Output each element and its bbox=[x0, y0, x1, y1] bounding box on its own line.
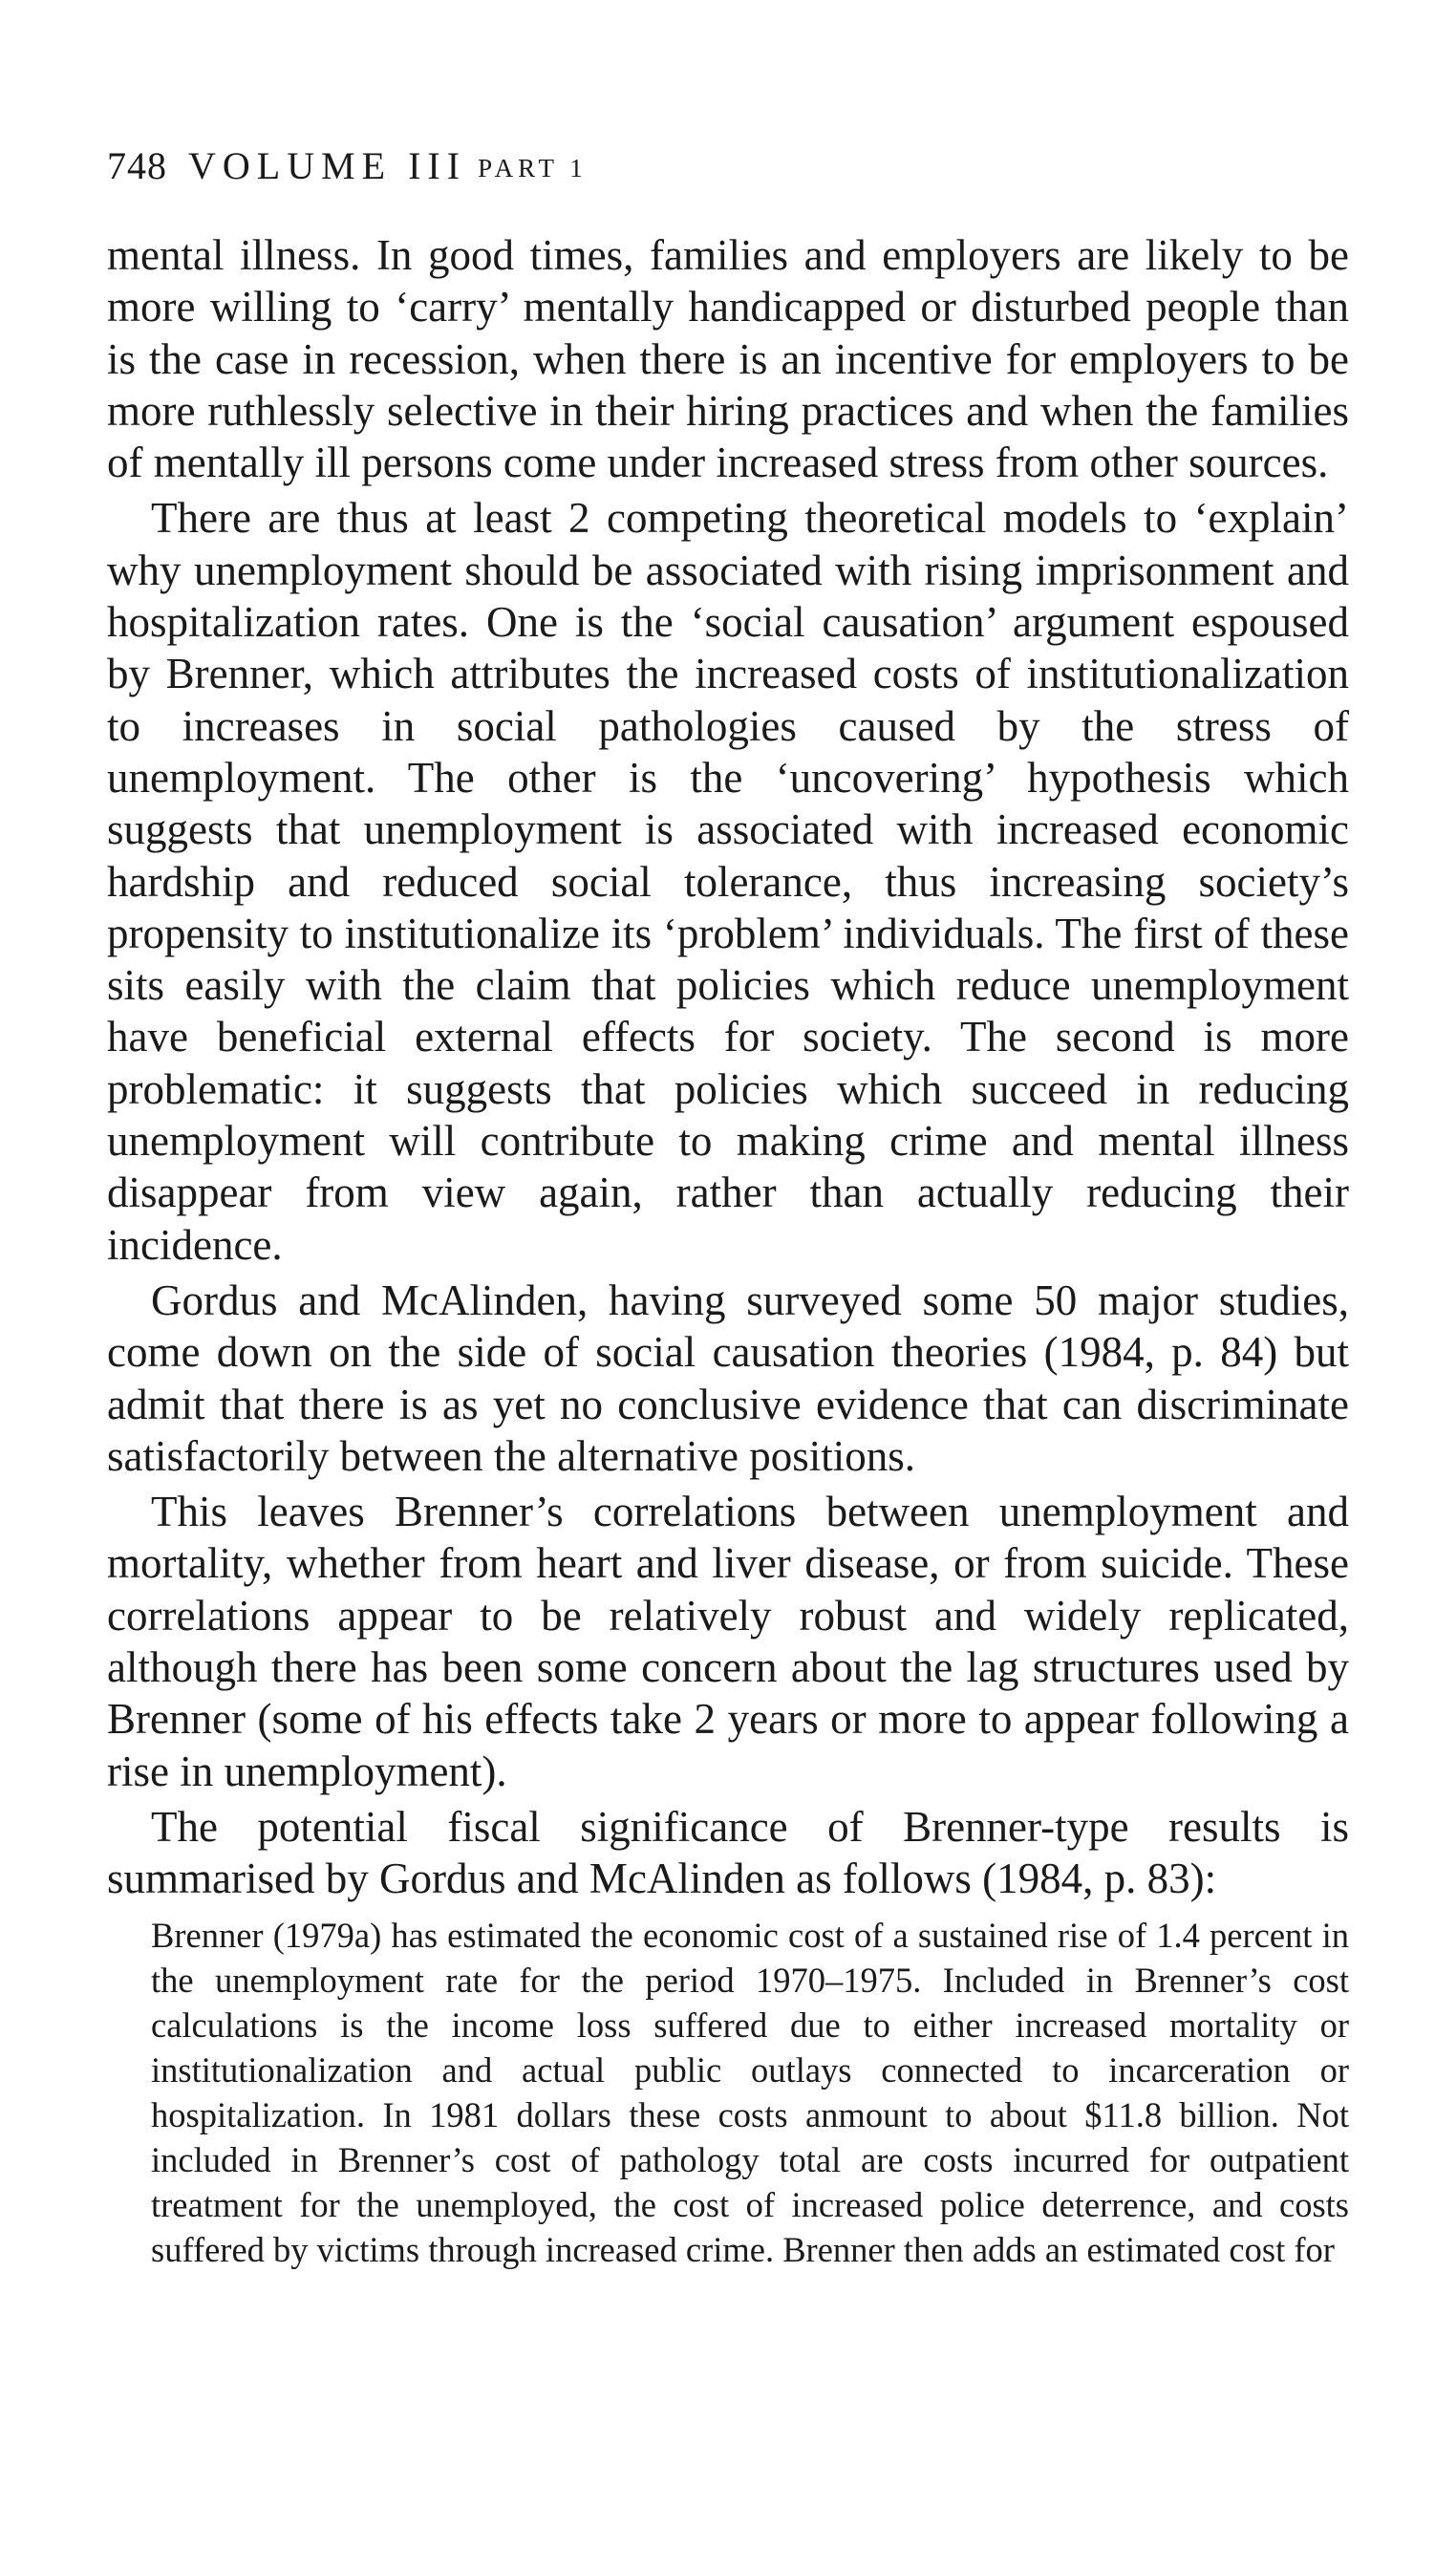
book-page bbox=[107, 143, 1349, 2272]
volume-label: VOLUME III bbox=[188, 144, 467, 187]
paragraph-3: Gordus and McAlinden, having surveyed some 50 major studies, come down on the side of social causation theories (1984, p. 84) but admit that there is as yet no conclusive evidence that can discriminate satisfactorily between the alternative positions. bbox=[107, 1276, 1349, 1480]
running-head bbox=[107, 143, 1349, 191]
page-number: 748 bbox=[107, 144, 167, 187]
paragraph-4: This leaves Brenner’s correlations between unemployment and mortality, whether from heart and liver disease, or from suicide. These correlations appear to be relatively robust and widely replicated, although there has been some concern about the lag structures used by Brenner (some of his effects take 2 years or more to appear following a rise in unemployment). bbox=[107, 1488, 1349, 1795]
paragraph-1: mental illness. In good times, families and employers are likely to be more willing to ‘carry’ mentally handicapped or disturbed people than is the case in recession, when there is an incentive for employers to be more ruthlessly selective in their hiring practices and when the families of mentally ill persons come under increased stress from other sources. bbox=[107, 231, 1349, 487]
paragraph-2: There are thus at least 2 competing theoretical models to ‘explain’ why unemployment should be associated with rising imprisonment and hospitalization rates. One is the ‘social causation’ argument espoused by Brenner, which attributes the increased costs of institutionalization to increases in social pathologies caused by the stress of unemployment. The other is the ‘uncovering’ hypothesis which suggests that unemployment is associated with increased economic hardship and reduced social tolerance, thus increasing society’s propensity to institutionalize its ‘problem’ individuals. The first of these sits easily with the claim that policies which reduce unemployment have beneficial external effects for society. The second is more problematic: it suggests that policies which succeed in reducing unemployment will contribute to making crime and mental illness disappear from view again, rather than actually reducing their incidence. bbox=[107, 494, 1349, 1269]
part-label: PART 1 bbox=[478, 154, 588, 182]
block-quote: Brenner (1979a) has estimated the economic cost of a sustained rise of 1.4 percent in the unemployment rate for the period 1970–1975. Included in Brenner’s cost calculations is the income loss suffered due to either increased mortality or institutionalization and actual public outlays connected to incarceration or hospitalization. In 1981 dollars these costs anmount to about $11.8 billion. Not included in Brenner’s cost of pathology total are costs incurred for outpatient treatment for the unemployed, the cost of increased police deterrence, and costs suffered by victims through increased crime. Brenner then adds an estimated cost for bbox=[151, 1915, 1349, 2269]
paragraph-5: The potential fiscal significance of Brenner-type results is summarised by Gordus and McAlinden as follows (1984, p. 83): bbox=[107, 1802, 1349, 1903]
body-text bbox=[107, 229, 1349, 1905]
